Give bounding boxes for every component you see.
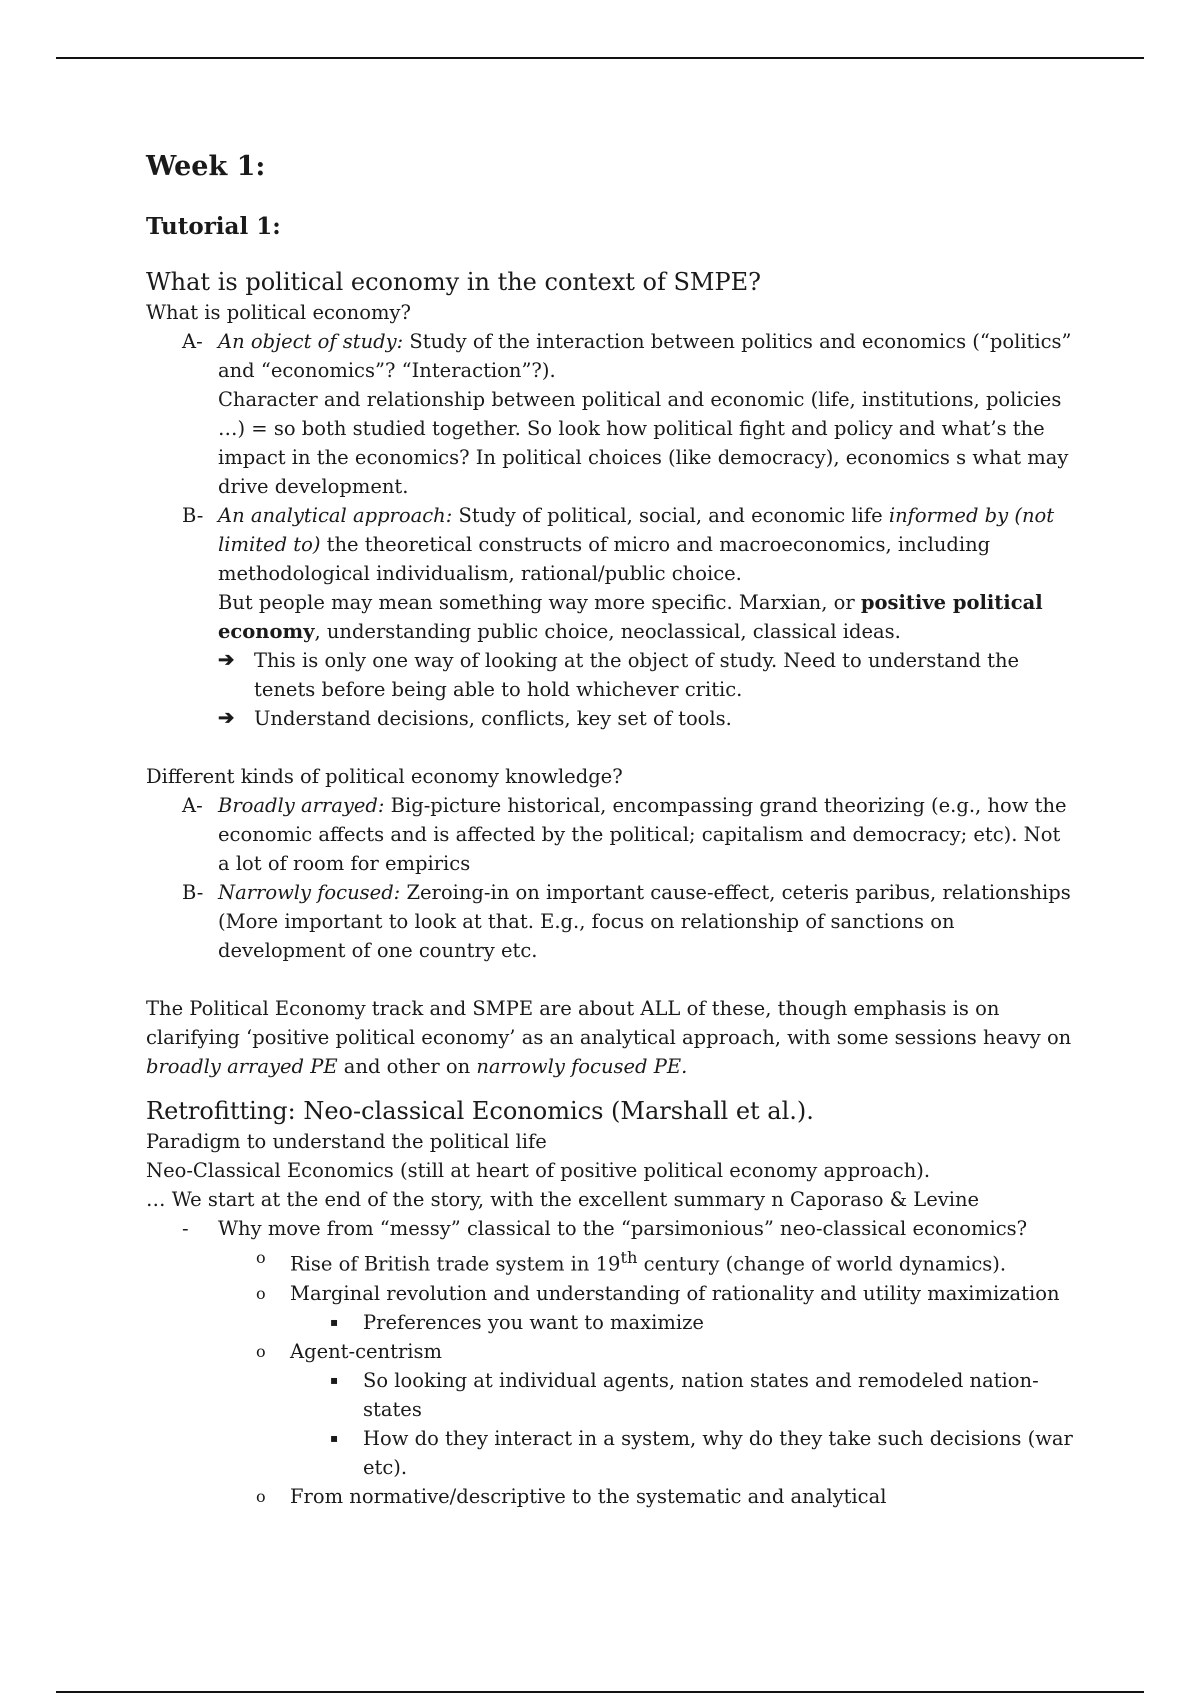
item-text-continued: Character and relationship between political and economic (life, institutions, policies …) = so both studied together. So look how political fight and policy and what’s the impact in the economics? In political choices (like democracy), economics s what may drive development. <box>218 388 1069 498</box>
list-marker: B- <box>182 504 204 527</box>
circle-text: From normative/descriptive to the systematic and analytical <box>290 1484 887 1508</box>
square-bullet-icon: ▪ <box>330 1314 339 1329</box>
circle-item <box>146 1279 1076 1308</box>
section-title-retrofitting: Retrofitting: Neo-classical Economics (Marshall et al.). <box>146 1097 814 1125</box>
circle-bullet-icon: o <box>256 1341 266 1361</box>
question-what-is-pe: What is political economy? <box>146 301 411 324</box>
square-text: How do they interact in a system, why do they take such decisions (war etc). <box>363 1426 1073 1479</box>
square-item <box>146 1366 1076 1424</box>
square-bullet-icon: ▪ <box>330 1372 339 1387</box>
list-item-narrowly-focused <box>146 878 1076 965</box>
item-text <box>218 791 1076 878</box>
document-body <box>146 150 1076 1511</box>
top-rule <box>56 57 1144 59</box>
item-body: Big-picture historical, encompassing grand theorizing (e.g., how the economic affects and is affected by the political; capitalism and democracy; etc). Not a lot of room for empirics <box>218 794 1067 875</box>
arrow-item <box>146 704 1076 733</box>
item-text <box>218 327 1076 385</box>
summary-paragraph <box>146 994 1076 1081</box>
question-kinds-of-knowledge: Different kinds of political economy knowledge? <box>146 765 623 788</box>
square-item <box>146 1424 1076 1482</box>
item-label: Broadly arrayed: <box>218 794 385 817</box>
list-item-broadly-arrayed <box>146 791 1076 878</box>
list-item-analytical-approach <box>146 501 1076 646</box>
circle-text-part: Rise of British trade system in 19 <box>290 1252 621 1276</box>
list-marker: A- <box>182 330 203 353</box>
summary-text: and other on <box>337 1055 477 1078</box>
list-marker: A- <box>182 794 203 817</box>
item-body: Study of the interaction between politics and economics (“politics” and “economics”? “Interaction”?). <box>218 330 1072 382</box>
summary-emphasis: broadly arrayed PE <box>146 1055 338 1078</box>
item-text <box>218 501 1076 588</box>
tutorial-heading: Tutorial 1: <box>146 213 281 240</box>
item-bold: positive political economy <box>218 591 1043 643</box>
circle-item <box>146 1337 1076 1366</box>
item-body: , understanding public choice, neoclassical, classical ideas. <box>314 620 901 643</box>
list-item-object-of-study <box>146 327 1076 501</box>
square-item <box>146 1308 1076 1337</box>
section-title-political-economy: What is political economy in the context of SMPE? <box>146 268 762 296</box>
item-label: An analytical approach: <box>218 504 453 527</box>
item-body: But people may mean something way more specific. Marxian, or <box>218 591 861 614</box>
paragraph-line: Neo-Classical Economics (still at heart of positive political economy approach). <box>146 1159 931 1182</box>
circle-text: Marginal revolution and understanding of rationality and utility maximization <box>290 1281 1060 1305</box>
square-text: Preferences you want to maximize <box>363 1310 704 1334</box>
circle-item <box>146 1482 1076 1511</box>
item-label: Narrowly focused: <box>218 881 401 904</box>
arrow-icon: ➔ <box>218 648 235 671</box>
item-text-continued <box>218 588 1076 646</box>
paragraph-line: … We start at the end of the story, with the excellent summary n Caporaso & Levine <box>146 1188 980 1211</box>
superscript: th <box>620 1248 638 1267</box>
circle-text <box>290 1243 1076 1279</box>
square-bullet-icon: ▪ <box>330 1430 339 1445</box>
arrow-text: Understand decisions, conflicts, key set of tools. <box>254 707 732 730</box>
item-body: Zeroing-in on important cause-effect, ceteris paribus, relationships (More important to look at that. E.g., focus on relationship of sanctions on development of one country etc. <box>218 881 1071 962</box>
circle-text: Agent-centrism <box>290 1339 443 1363</box>
square-text: So looking at individual agents, nation states and remodeled nation-states <box>363 1368 1039 1421</box>
circle-bullet-icon: o <box>256 1283 266 1303</box>
arrow-item <box>146 646 1076 704</box>
circle-item <box>146 1243 1076 1279</box>
list-marker: B- <box>182 881 204 904</box>
arrow-text: This is only one way of looking at the object of study. Need to understand the tenets before being able to hold whichever critic. <box>254 649 1020 701</box>
item-body: Study of political, social, and economic life <box>452 504 889 527</box>
bottom-rule <box>56 1691 1144 1693</box>
circle-text-part: century (change of world dynamics). <box>637 1252 1007 1276</box>
summary-text: The Political Economy track and SMPE are about ALL of these, though emphasis is on clarifying ‘positive political economy’ as an analytical approach, with some sessions heavy on <box>146 997 1072 1049</box>
dash-item <box>146 1214 1076 1243</box>
paragraph-line: Paradigm to understand the political life <box>146 1130 547 1153</box>
circle-bullet-icon: o <box>256 1248 266 1267</box>
dash-text: Why move from “messy” classical to the “parsimonious” neo-classical economics? <box>218 1217 1028 1240</box>
summary-emphasis: narrowly focused PE. <box>476 1055 688 1078</box>
item-body: the theoretical constructs of micro and macroeconomics, including methodological individualism, rational/public choice. <box>218 533 991 585</box>
item-label: An object of study: <box>218 330 404 353</box>
item-text <box>218 878 1076 965</box>
week-heading: Week 1: <box>146 151 266 182</box>
item-emphasis: informed by (not limited to) <box>218 504 1055 556</box>
dash-marker: - <box>182 1217 189 1240</box>
circle-bullet-icon: o <box>256 1486 266 1506</box>
arrow-icon: ➔ <box>218 706 235 729</box>
